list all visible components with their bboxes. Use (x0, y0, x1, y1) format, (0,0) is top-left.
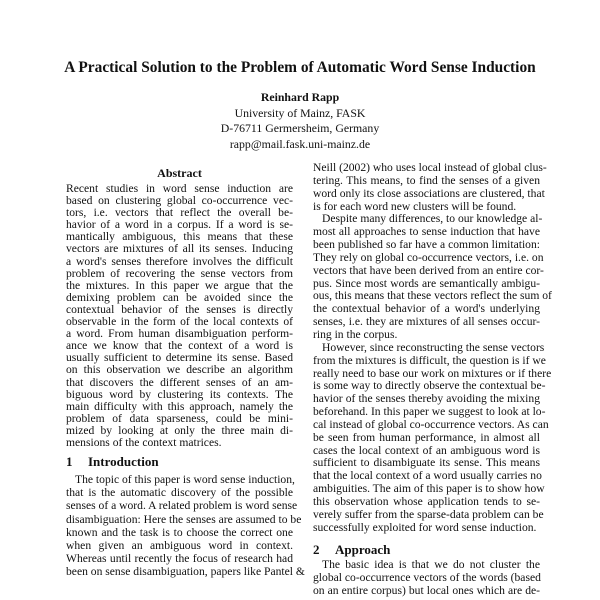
text-line: ous, this means that these vectors reflect the sum of (313, 289, 552, 303)
text-line: main difficulty with this approach, namely the (66, 399, 293, 413)
text-line: based on clustering global co-occurrence vec- (66, 194, 293, 208)
text-line: a word. From human disambiguation perform- (66, 327, 293, 341)
text-line: this observation whose application tends to se- (313, 494, 540, 508)
text-line: contextual behavior of the senses is directly (66, 302, 293, 316)
text-line: usually sufficient to determine its sense. Based (66, 351, 293, 365)
text-line: Whereas until recently the focus of research had (66, 552, 293, 566)
text-line: been published so far have a common limitation: (313, 238, 540, 252)
abstract-body (66, 183, 293, 449)
text-line: They rely on global co-occurrence vectors, i.e. on (313, 250, 544, 264)
text-line: disambiguation: Here the senses are assumed to be (66, 512, 302, 526)
paper-title: A Practical Solution to the Problem of Automatic Word Sense Induction (64, 59, 536, 76)
text-line: verely suffer from the sparse-data problem can be (313, 507, 544, 521)
author-block (0, 90, 600, 152)
author-affiliation: University of Mainz, FASK (234, 105, 366, 120)
paragraph (66, 473, 305, 579)
text-line: on this observation we describe an algorithm (66, 363, 293, 377)
text-line: Neill (2002) who uses local instead of global clus- (313, 161, 547, 174)
text-line: on an entire corpus) but local ones which are de- (313, 583, 540, 597)
text-line: is some way to directly observe the contextual be- (313, 379, 546, 393)
paragraph (313, 161, 547, 213)
text-line: mantically ambiguous, this means that these (66, 230, 293, 244)
text-line: global co-occurrence vectors of the words (based (313, 570, 541, 584)
text-line: demixing problem can be avoided since the (66, 290, 293, 304)
text-line: known and the task is to choose the correct one (66, 525, 293, 539)
section-title: Approach (335, 542, 391, 557)
introduction-body (66, 473, 305, 579)
text-line: sufficient to disambiguate its sense. This means (313, 456, 540, 470)
text-line: ance we know that the context of a word is (66, 339, 293, 353)
text-line: a word's senses therefore involves the difficult (66, 254, 293, 268)
text-line: beforehand. In this paper we suggest to look at lo- (313, 405, 546, 419)
author-name: Reinhard Rapp (260, 90, 340, 104)
text-line: tors, i.e. vectors that reflect the overall be- (66, 206, 293, 220)
text-line: observable in the form of the local contexts of (66, 315, 293, 329)
text-line: cases the local context of an ambiguous word is (313, 443, 540, 457)
text-line: havior of a word in a corpus. If a word is se- (66, 218, 293, 232)
text-line: The topic of this paper is word sense induction, (75, 473, 295, 486)
text-line: that the local context of a word usually carries no (313, 469, 542, 483)
text-line: senses of a word. A related problem is word sense (66, 499, 298, 513)
text-line: been on sense disambiguation, papers like Pantel & (66, 565, 305, 579)
text-line: from the mixtures is difficult, the question is if we (313, 353, 546, 367)
abstract-heading: Abstract (157, 166, 202, 180)
text-line: vectors are mixtures of all its senses. Inducing (66, 242, 293, 256)
text-line: ring in the corpus. (313, 327, 398, 341)
text-line: havior of the senses thereby avoiding the mixing (313, 392, 540, 406)
text-line: mensions of the context matrices. (66, 435, 222, 449)
paragraph (313, 559, 540, 598)
text-line: biguous word by clustering its contexts. The (66, 387, 293, 401)
author-email: rapp@mail.fask.uni-mainz.de (229, 136, 371, 151)
paragraph (66, 183, 293, 449)
text-line: cal instead of global co-occurrence vectors. As can (313, 417, 549, 431)
text-line: tering. This means, to find the senses of a given (313, 173, 540, 187)
section-number: 1 (66, 454, 73, 469)
approach-body (313, 559, 540, 598)
text-line: However, since reconstructing the sense vectors (322, 340, 545, 354)
section-number: 2 (313, 542, 320, 557)
text-line: problem of recovering the sense vectors from (66, 266, 293, 280)
text-line: when given an ambiguous word in context. (66, 538, 293, 552)
text-line: most all approaches to sense induction that have (313, 225, 540, 239)
text-line: be seen from human performance, in almost all (313, 430, 540, 444)
paragraph (313, 212, 552, 341)
text-line: that discovers the different senses of an am- (66, 375, 293, 389)
text-line: pus. Since most words are semantically ambigu- (313, 276, 540, 290)
text-line: ambiguities. The aim of this paper is to show how (313, 482, 545, 496)
author-address: D-76711 Germersheim, Germany (220, 121, 380, 136)
text-line: word only its close associations are clustered, that (313, 186, 545, 200)
text-line: really need to base our work on mixtures or if there (313, 366, 552, 380)
text-line: is for each word new clusters will be found. (313, 199, 517, 213)
right-column-body (313, 161, 552, 534)
text-line: senses, i.e. they are mixtures of all senses occur- (313, 315, 540, 329)
paragraph (313, 340, 552, 535)
text-line: mized by looking at only the three main di- (66, 423, 293, 437)
approach-heading (313, 542, 390, 557)
text-line: vectors that have been derived from an entire cor- (313, 263, 544, 277)
text-line: The basic idea is that we do not cluster the (322, 558, 540, 571)
text-line: problem of data sparseness, could be mini- (66, 411, 293, 425)
introduction-heading (66, 454, 159, 469)
text-line: that is the automatic discovery of the possible (66, 486, 293, 500)
text-line: the contextual behavior of a word's underlying (313, 302, 540, 316)
text-line: Recent studies in word sense induction are (66, 182, 293, 195)
text-line: successfully exploited for word sense induction. (313, 520, 537, 534)
text-line: Despite many differences, to our knowledge al- (322, 212, 543, 226)
text-line: the mixtures. In this paper we argue that the (66, 278, 293, 292)
section-title: Introduction (88, 454, 159, 469)
